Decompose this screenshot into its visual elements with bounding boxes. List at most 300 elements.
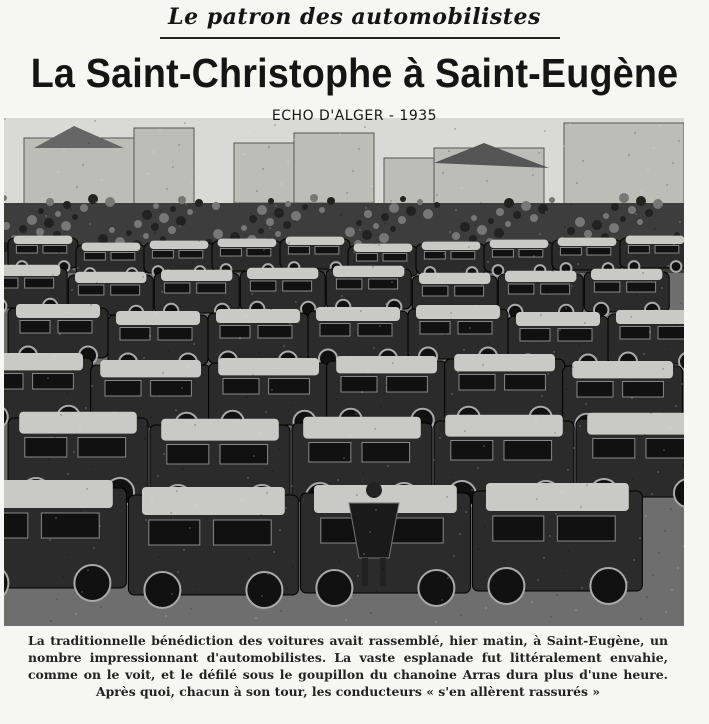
- photo-grain: [459, 533, 461, 535]
- photo-grain: [355, 413, 357, 415]
- car-roof: [354, 244, 413, 252]
- photo-grain: [182, 468, 184, 470]
- crowd-person: [212, 202, 220, 210]
- photo-grain: [659, 125, 661, 127]
- photo-grain: [662, 368, 664, 370]
- photo-grain: [565, 307, 567, 309]
- car-roof: [445, 415, 563, 437]
- photo-grain: [73, 451, 75, 453]
- crowd-person: [434, 202, 440, 208]
- car-window: [505, 375, 546, 391]
- photo-grain: [646, 596, 648, 598]
- headline: La Saint-Christophe à Saint-Eugène: [30, 50, 679, 96]
- photo-grain: [632, 478, 634, 480]
- car-window: [356, 254, 377, 262]
- photo-grain: [542, 476, 544, 478]
- photo-grain: [69, 127, 71, 129]
- photo-grain: [575, 609, 577, 611]
- photo-grain: [363, 553, 365, 555]
- photo-grain: [253, 455, 255, 457]
- photo-grain: [62, 576, 64, 578]
- photo-grain: [451, 393, 453, 395]
- photo-grain: [351, 597, 353, 599]
- photo-grain: [387, 465, 389, 467]
- photo-grain: [148, 254, 150, 256]
- photo-grain: [76, 186, 78, 188]
- photo-grain: [655, 309, 657, 311]
- photo-grain: [470, 408, 472, 410]
- photo-grain: [245, 315, 247, 317]
- car-window: [557, 516, 615, 541]
- photo-grain: [187, 365, 189, 367]
- crowd-person: [637, 219, 643, 225]
- car-window: [455, 286, 484, 296]
- car-window: [269, 379, 310, 395]
- photo-grain: [385, 303, 387, 305]
- crowd-person: [567, 227, 575, 235]
- photo-grain: [77, 267, 79, 269]
- photo-grain: [567, 469, 569, 471]
- photo-grain: [157, 475, 159, 477]
- car-roof: [419, 273, 490, 284]
- photo-grain: [65, 311, 67, 313]
- car-window: [58, 321, 92, 334]
- photo-grain: [81, 591, 83, 593]
- photo-grain: [95, 201, 97, 203]
- photo-grain: [64, 230, 66, 232]
- crowd-person: [319, 207, 325, 213]
- photo-grain: [267, 573, 269, 575]
- photo-grain: [181, 387, 183, 389]
- photo-grain: [653, 147, 655, 149]
- car-roof: [216, 309, 300, 323]
- car-roof: [286, 237, 345, 245]
- photo-grain: [91, 385, 93, 387]
- photo-grain: [57, 171, 59, 173]
- photo-grain: [274, 124, 276, 126]
- car-window: [197, 283, 226, 293]
- photo-grain: [167, 269, 169, 271]
- photo-grain: [453, 555, 455, 557]
- car-window: [587, 248, 611, 256]
- crowd-person: [636, 196, 646, 206]
- photo-grain: [667, 265, 669, 267]
- photo-grain: [443, 253, 445, 255]
- crowd-person: [603, 213, 609, 219]
- photo-grain: [283, 345, 285, 347]
- car-roof: [4, 480, 113, 508]
- car-window: [167, 445, 209, 465]
- photo-grain: [348, 354, 350, 356]
- car-roof: [316, 307, 400, 321]
- car-roof: [558, 238, 617, 246]
- photo-grain: [371, 185, 373, 187]
- car-window: [105, 381, 141, 397]
- crowd-person: [266, 218, 274, 226]
- photo-grain: [486, 180, 488, 182]
- photo-grain: [60, 414, 62, 416]
- photo-grain: [284, 426, 286, 428]
- photo-grain: [290, 404, 292, 406]
- car-window: [283, 281, 312, 291]
- car-window: [646, 439, 684, 459]
- photo-grain: [292, 566, 294, 568]
- photo-grain: [347, 273, 349, 275]
- car-wheel: [488, 568, 524, 604]
- car-window: [213, 520, 271, 545]
- photo-grain: [276, 286, 278, 288]
- photo-grain: [541, 395, 543, 397]
- figure-leg: [380, 558, 386, 586]
- photo-grain: [560, 410, 562, 412]
- crowd-person: [153, 203, 159, 209]
- photo-grain: [642, 272, 644, 274]
- photo-grain: [471, 489, 473, 491]
- photo-grain: [74, 532, 76, 534]
- photo-grain: [191, 181, 193, 183]
- car-window: [358, 324, 392, 337]
- photo-grain: [445, 415, 447, 417]
- photo-grain: [345, 619, 347, 621]
- photo-grain: [483, 445, 485, 447]
- photo-grain: [582, 160, 584, 162]
- car-window: [623, 382, 664, 398]
- crowd-person: [38, 208, 44, 214]
- photo-grain: [101, 179, 103, 181]
- photo-grain: [559, 329, 561, 331]
- car-window: [25, 438, 67, 458]
- photo-grain: [658, 552, 660, 554]
- photo-grain: [67, 473, 69, 475]
- photo-grain: [357, 575, 359, 577]
- photo-grain: [572, 366, 574, 368]
- car-roof: [4, 265, 60, 276]
- car-window: [220, 445, 268, 465]
- crowd-person: [98, 234, 108, 244]
- crowd-person: [471, 215, 477, 221]
- photo-grain: [574, 528, 576, 530]
- crowd-person: [249, 215, 257, 223]
- car-window: [560, 248, 581, 256]
- car-roof: [218, 358, 319, 375]
- photo-grain: [438, 356, 440, 358]
- photo-grain: [546, 292, 548, 294]
- photo-grain: [548, 454, 550, 456]
- car-roof: [626, 236, 684, 244]
- photo-grain: [179, 225, 181, 227]
- photo-grain: [679, 221, 681, 223]
- photo-grain: [456, 290, 458, 292]
- car-window: [558, 329, 592, 342]
- kicker-title: Le patron des automobilistes: [168, 4, 541, 30]
- photo-grain: [172, 166, 174, 168]
- photo-grain: [365, 207, 367, 209]
- car-window: [422, 286, 448, 296]
- photo-grain: [468, 246, 470, 248]
- photo-grain: [241, 499, 243, 501]
- photo-grain: [192, 262, 194, 264]
- photo-grain: [180, 306, 182, 308]
- photo-grain: [48, 458, 50, 460]
- crowd-person: [628, 206, 636, 214]
- crowd-person: [362, 230, 372, 240]
- crowd-person: [496, 208, 504, 216]
- photo-grain: [547, 373, 549, 375]
- crowd-person: [187, 209, 193, 215]
- photo-grain: [259, 433, 261, 435]
- car-roof: [505, 271, 576, 282]
- photo-grain: [256, 190, 258, 192]
- car-window: [492, 250, 513, 258]
- photo-grain: [46, 296, 48, 298]
- photo-grain: [452, 474, 454, 476]
- photo-grain: [251, 293, 253, 295]
- photo-grain: [683, 545, 684, 547]
- crowd-person: [379, 233, 389, 243]
- crowd-person: [417, 199, 423, 205]
- photo-grain: [571, 285, 573, 287]
- photo-grain: [437, 275, 439, 277]
- car-roof: [572, 361, 673, 378]
- photo-grain: [168, 350, 170, 352]
- photo-grain: [336, 398, 338, 400]
- car-roof: [14, 236, 73, 244]
- photo-grain: [376, 590, 378, 592]
- photo-grain: [652, 574, 654, 576]
- photo-grain: [185, 203, 187, 205]
- car-window: [220, 326, 250, 339]
- photo-grain: [447, 577, 449, 579]
- photo-grain: [535, 417, 537, 419]
- car-window: [309, 443, 351, 463]
- building: [234, 143, 294, 203]
- photo-grain: [362, 472, 364, 474]
- car-window: [387, 377, 428, 393]
- car-window: [369, 279, 398, 289]
- crowd-person: [488, 218, 494, 224]
- photo-grain: [557, 167, 559, 169]
- crowd-person: [72, 214, 78, 220]
- photo-grain: [446, 496, 448, 498]
- car-window: [258, 326, 292, 339]
- photo-grain: [169, 431, 171, 433]
- photo-grain: [343, 457, 345, 459]
- photo-grain: [255, 617, 257, 619]
- car-roof: [490, 240, 549, 248]
- car-window: [593, 439, 635, 459]
- photo-grain: [458, 452, 460, 454]
- photo-grain: [254, 536, 256, 538]
- kicker-underline: [160, 37, 560, 39]
- car-window: [493, 516, 544, 541]
- photo-grain: [194, 424, 196, 426]
- crowd-person: [575, 217, 585, 227]
- crowd-person: [592, 220, 602, 230]
- crowd-person: [285, 201, 291, 207]
- photo-grain: [640, 618, 642, 620]
- crowd-person: [159, 213, 169, 223]
- photo-grain: [342, 376, 344, 378]
- car-window: [336, 279, 362, 289]
- photo-grain: [382, 568, 384, 570]
- car-roof: [486, 483, 629, 511]
- photo-grain: [436, 194, 438, 196]
- photo-grain: [250, 212, 252, 214]
- crowd-person: [61, 221, 71, 231]
- crowd-person: [176, 216, 186, 226]
- photo-grain: [369, 531, 371, 533]
- photo-grain: [268, 146, 270, 148]
- photo-grain: [88, 142, 90, 144]
- photo-grain: [530, 520, 532, 522]
- car-window: [541, 284, 570, 294]
- photo-grain: [352, 170, 354, 172]
- photo-grain: [159, 129, 161, 131]
- photo-grain: [433, 459, 435, 461]
- photo-grain: [552, 270, 554, 272]
- photo-grain: [188, 446, 190, 448]
- photo-grain: [153, 151, 155, 153]
- car-window: [250, 281, 276, 291]
- photo-grain: [54, 436, 56, 438]
- photo-grain: [289, 323, 291, 325]
- crowd-person: [513, 211, 521, 219]
- photo-grain: [143, 357, 145, 359]
- photo-grain: [164, 534, 166, 536]
- photo-grain: [583, 241, 585, 243]
- photo-grain: [55, 517, 57, 519]
- photo-grain: [51, 193, 53, 195]
- photo-grain: [193, 343, 195, 345]
- car-window: [43, 246, 67, 254]
- car-window: [111, 285, 140, 295]
- photo-grain: [270, 308, 272, 310]
- photo-grain: [49, 539, 51, 541]
- photo-grain: [383, 141, 385, 143]
- photo-grain: [165, 615, 167, 617]
- car-roof: [303, 417, 421, 439]
- photo-grain: [252, 374, 254, 376]
- photo-grain: [476, 386, 478, 388]
- photo-grain: [170, 512, 172, 514]
- photo-grain: [70, 208, 72, 210]
- photo-grain: [375, 509, 377, 511]
- photo-grain: [540, 314, 542, 316]
- photo-grain: [670, 508, 672, 510]
- car-roof: [16, 304, 100, 318]
- car-roof: [116, 311, 200, 325]
- photo-grain: [158, 556, 160, 558]
- photo-grain: [461, 187, 463, 189]
- photo-grain: [649, 331, 651, 333]
- photo-grain: [563, 145, 565, 147]
- photo-grain: [665, 611, 667, 613]
- photo-grain: [661, 287, 663, 289]
- crowd-person: [398, 216, 406, 224]
- crowd-person: [46, 198, 54, 206]
- car-roof: [422, 242, 481, 250]
- crowd-person: [257, 205, 267, 215]
- crowd-person: [477, 225, 487, 235]
- car-wheel: [316, 570, 352, 606]
- photo-grain: [644, 434, 646, 436]
- photo-grain: [339, 133, 341, 135]
- photo-grain: [264, 330, 266, 332]
- photo-grain: [550, 616, 552, 618]
- photo-grain: [79, 429, 81, 431]
- photo-grain: [92, 466, 94, 468]
- crowd-person: [283, 221, 291, 229]
- photo-grain: [261, 595, 263, 597]
- crowd-person: [109, 227, 115, 233]
- car-roof: [247, 268, 318, 279]
- photo-grain: [671, 589, 673, 591]
- photo-grain: [294, 220, 296, 222]
- photo-grain: [586, 484, 588, 486]
- photo-grain: [633, 559, 635, 561]
- photo-grain: [672, 162, 674, 164]
- crowd-person: [126, 230, 132, 236]
- photo-grain: [175, 409, 177, 411]
- photo-grain: [676, 486, 678, 488]
- photo-grain: [196, 586, 198, 588]
- photo-grain: [142, 276, 144, 278]
- photo-grain: [178, 144, 180, 146]
- photo-grain: [156, 394, 158, 396]
- figure-leg: [362, 558, 368, 586]
- photo-grain: [83, 245, 85, 247]
- car-window: [451, 441, 493, 461]
- car-roof: [416, 305, 500, 319]
- photo-grain: [198, 240, 200, 242]
- photo-grain: [279, 529, 281, 531]
- photo-grain: [356, 494, 358, 496]
- car-window: [519, 250, 543, 258]
- crowd-person: [584, 230, 592, 238]
- photo-grain: [656, 390, 658, 392]
- car-roof: [82, 243, 141, 251]
- photo-grain: [377, 163, 379, 165]
- crowd-person: [549, 197, 555, 203]
- photo-grain: [668, 346, 670, 348]
- photo-grain: [160, 210, 162, 212]
- photo-grain: [246, 396, 248, 398]
- car-window: [520, 329, 550, 342]
- photo-grain: [80, 510, 82, 512]
- car-window: [179, 251, 203, 259]
- photo-grain: [634, 132, 636, 134]
- crowd-person: [134, 220, 142, 228]
- photo-grain: [189, 527, 191, 529]
- photo-grain: [628, 154, 630, 156]
- photo-grain: [346, 192, 348, 194]
- photo-grain: [239, 337, 241, 339]
- car-window: [33, 374, 74, 390]
- photo-grain: [386, 384, 388, 386]
- car-window: [4, 374, 23, 390]
- photo-grain: [460, 614, 462, 616]
- car-window: [577, 382, 613, 398]
- photo-grain: [444, 334, 446, 336]
- figure-head: [366, 482, 382, 498]
- crowd-person: [36, 228, 44, 236]
- crowd-person: [460, 222, 470, 232]
- photo-grain: [531, 601, 533, 603]
- photo-grain: [555, 513, 557, 515]
- crowd-person: [241, 225, 247, 231]
- photo-grain: [467, 165, 469, 167]
- car-window: [247, 249, 271, 257]
